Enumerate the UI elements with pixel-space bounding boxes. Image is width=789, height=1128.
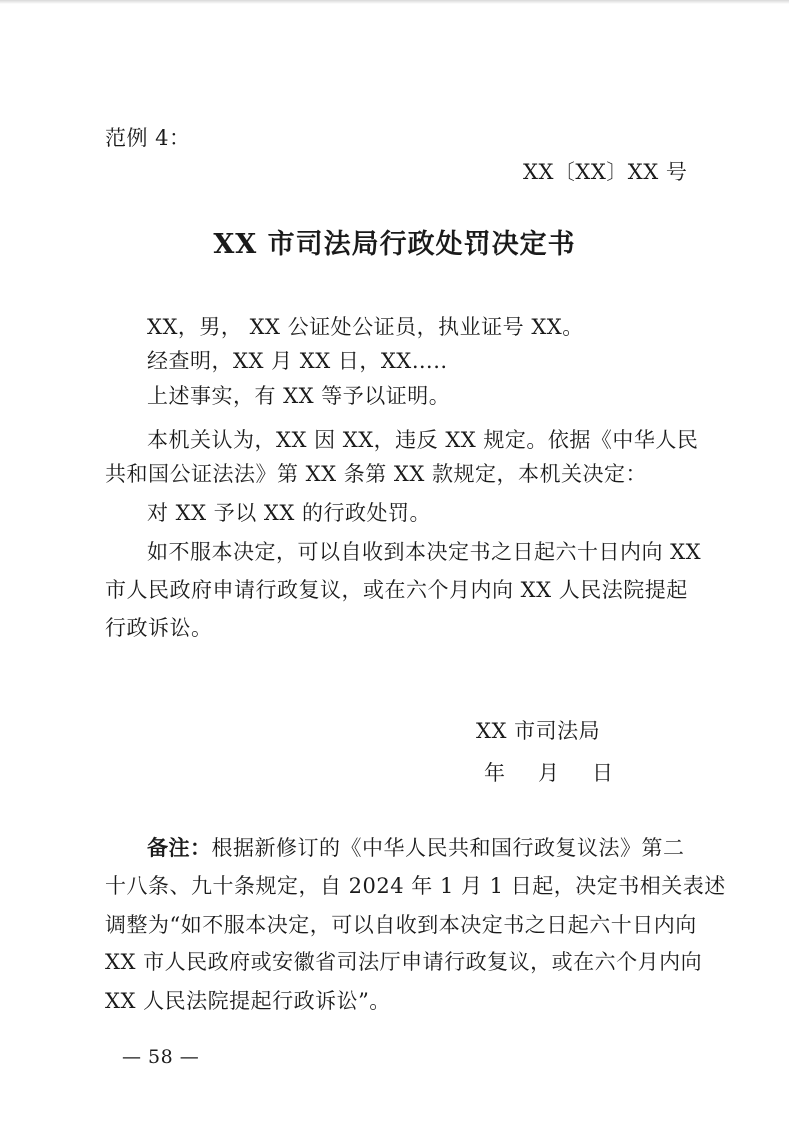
appeal-line-2: 市人民政府申请行政复议，或在六个月内向 XX 人民法院提起: [105, 578, 688, 602]
note-line-2: 十八条、九十条规定，自 2024 年 1 月 1 日起，决定书相关表述: [105, 874, 726, 898]
example-label: 范例 4：: [105, 126, 191, 150]
penalty-line: 对 XX 予以 XX 的行政处罚。: [147, 501, 432, 525]
appeal-line-1: 如不服本决定，可以自收到本决定书之日起六十日内向 XX: [147, 540, 702, 564]
document-number: XX〔XX〕XX 号: [523, 160, 688, 184]
finding-line: 经查明，XX 月 XX 日，XX…..: [147, 349, 448, 373]
signature-organization: XX 市司法局: [476, 719, 601, 743]
decision-line-1: 本机关认为，XX 因 XX，违反 XX 规定。依据《中华人民: [147, 428, 699, 452]
note-line-4: XX 市人民政府或安徽省司法厅申请行政复议，或在六个月内向: [105, 950, 703, 974]
date-day: 日: [592, 761, 614, 785]
note-line-1: [147, 833, 685, 863]
note-line-5: XX 人民法院提起行政诉讼”。: [105, 989, 391, 1013]
appeal-line-3: 行政诉讼。: [105, 616, 213, 640]
note-text-1: 根据新修订的《中华人民共和国行政复议法》第二: [211, 836, 685, 860]
note-label: 备注：: [147, 835, 212, 860]
signature-date: [484, 758, 646, 788]
note-line-3: 调整为“如不服本决定，可以自收到本决定书之日起六十日内向: [105, 913, 697, 937]
evidence-line: 上述事实，有 XX 等予以证明。: [147, 384, 451, 408]
page-number: — 58 —: [122, 1046, 200, 1068]
document-title: XX 市司法局行政处罚决定书: [213, 229, 576, 260]
party-line: XX，男， XX 公证处公证员，执业证号 XX。: [147, 315, 584, 339]
decision-line-2: 共和国公证法法》第 XX 条第 XX 款规定，本机关决定：: [105, 462, 647, 486]
date-year: 年: [484, 761, 506, 785]
scan-edge-shadow: [0, 0, 789, 4]
date-month: 月: [538, 761, 560, 785]
